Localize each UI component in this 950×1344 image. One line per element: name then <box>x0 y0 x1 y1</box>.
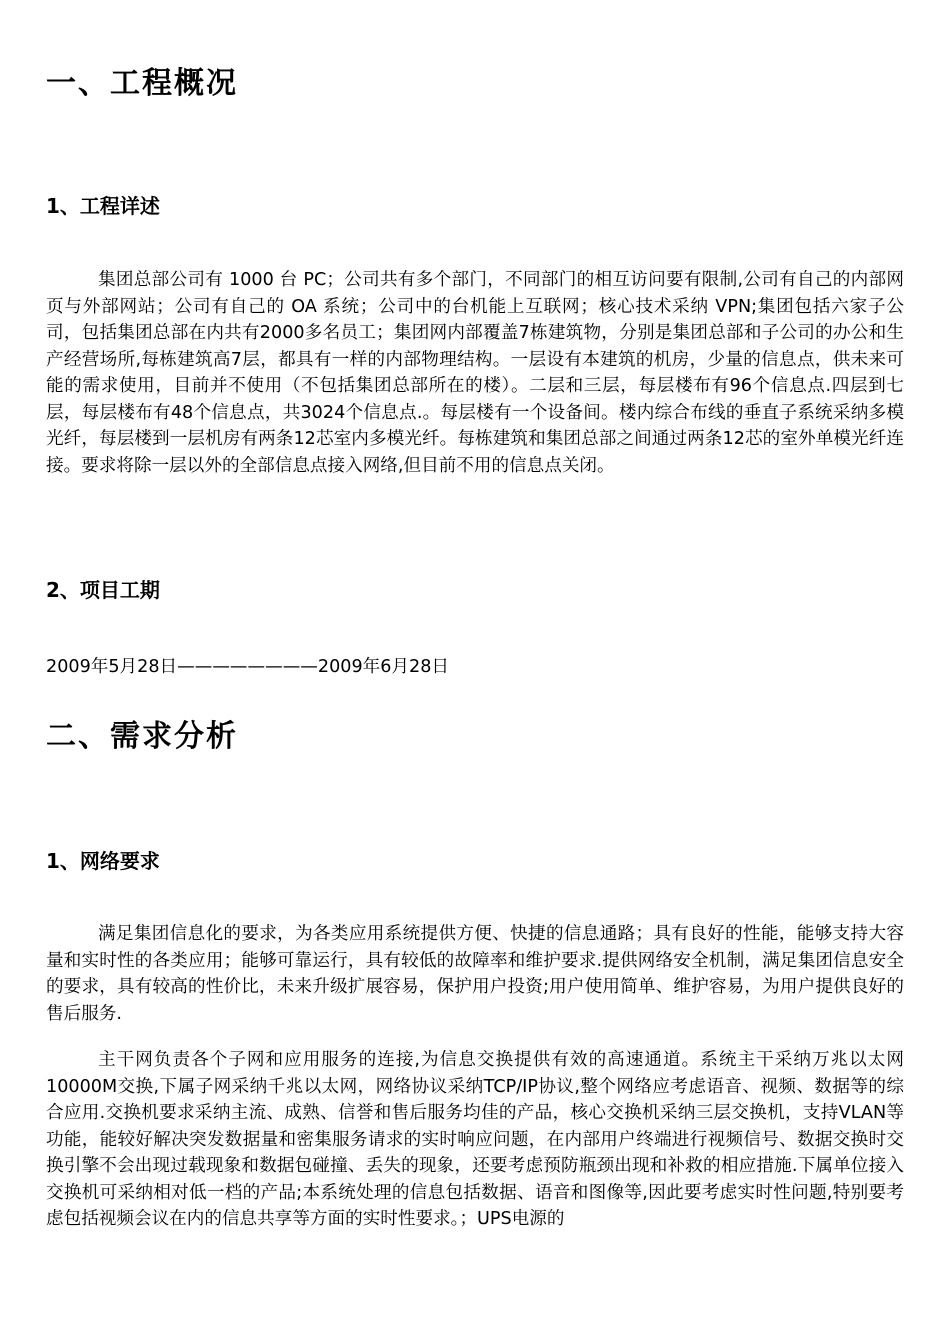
subsection-schedule-heading: 2、项目工期 <box>46 578 160 602</box>
subsection-project-detail-heading: 1、工程详述 <box>46 194 160 218</box>
section-2-heading: 二、需求分析 <box>46 719 238 754</box>
subsection-network-requirements-heading: 1、网络要求 <box>46 849 160 873</box>
network-requirements-paragraph-1: 满足集团信息化的要求，为各类应用系统提供方便、快捷的信息通路；具有良好的性能，能够支持大容量和实时性的各类应用；能够可靠运行，具有较低的故障率和维护要求.提供网络安全机制，满足集团信息安全的要求，具有较高的性价比，未来升级扩展容易，保护用户投资;用户使用简单、维护容易，为用户提供良好的售后服务. <box>46 924 904 1024</box>
project-detail-paragraph: 集团总部公司有 1000 台 PC；公司共有多个部门，不同部门的相互访问要有限制,公司有自己的内部网页与外部网站；公司有自己的 OA 系统；公司中的台机能上互联网；核心技术采纳 VPN;集团包括六家子公司，包括集团总部在内共有2000多名员工；集团网内部覆盖7栋建筑物，分别是集团总部和子公司的办公和生产经营场所,每栋建筑高7层，都具有一样的内部物理结构。一层设有本建筑的机房，少量的信息点，供未来可能的需求使用，目前并不使用（不包括集团总部所在的楼）。二层和三层，每层楼布有96个信息点.四层到七层，每层楼布有48个信息点，共3024个信息点.。每层楼有一个设备间。楼内综合布线的垂直子系统采纳多模光纤，每层楼到一层机房有两条12芯室内多模光纤。每栋建筑和集团总部之间通过两条12芯的室外单模光纤连接。要求将除一层以外的全部信息点接入网络,但目前不用的信息点关闭。 <box>46 270 904 476</box>
network-requirements-paragraph-2: 主干网负责各个子网和应用服务的连接,为信息交换提供有效的高速通道。系统主干采纳万兆以太网10000M交换,下属子网采纳千兆以太网，网络协议采纳TCP/IP协议,整个网络应考虑语音、视频、数据等的综合应用.交换机要求采纳主流、成熟、信誉和售后服务均佳的产品，核心交换机采纳三层交换机，支持VLAN等功能，能较好解决突发数据量和密集服务请求的实时响应问题，在内部用户终端进行视频信号、数据交换时交换引擎不会出现过载现象和数据包碰撞、丢失的现象，还要考虑预防瓶颈出现和补救的相应措施.下属单位接入交换机可采纳相对低一档的产品;本系统处理的信息包括数据、语音和图像等,因此要考虑实时性问题,特别要考虑包括视频会议在内的信息共享等方面的实时性要求。；UPS电源的 <box>46 1050 904 1229</box>
section-1-heading: 一、工程概况 <box>46 66 238 101</box>
schedule-text: 2009年5月28日————————2009年6月28日 <box>46 657 450 677</box>
